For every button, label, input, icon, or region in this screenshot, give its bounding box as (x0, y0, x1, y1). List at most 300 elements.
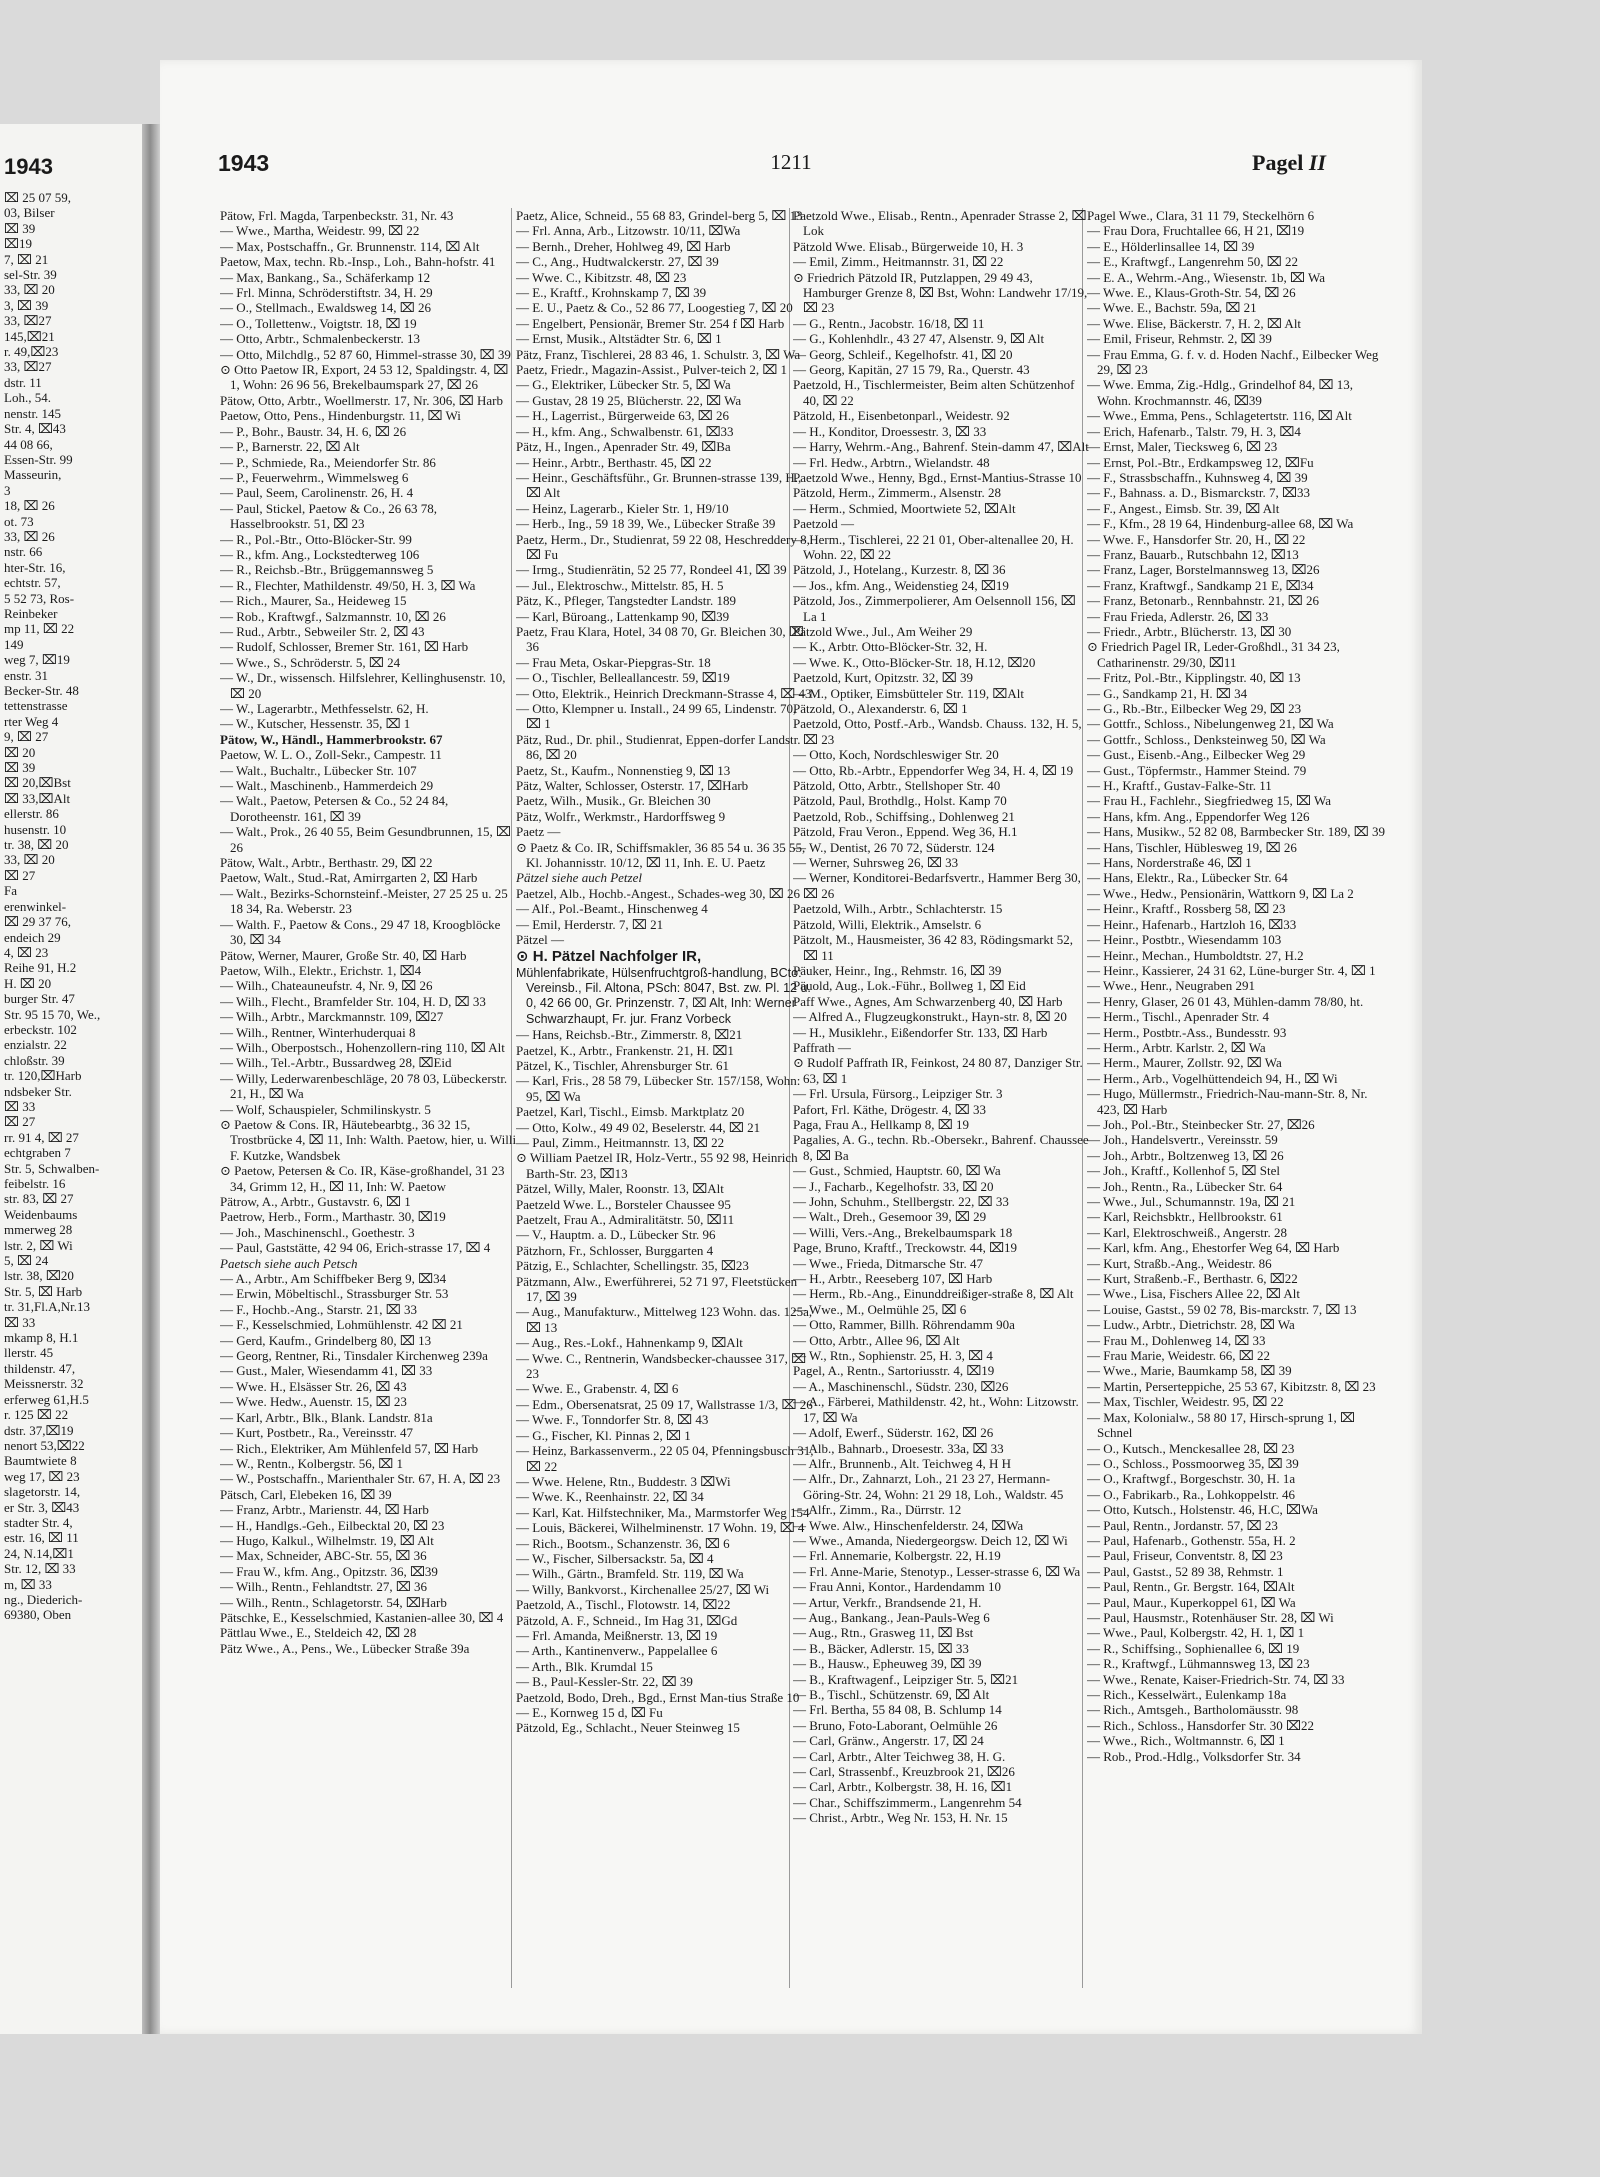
directory-entry: Pätow, W., Händl., Hammerbrookstr. 67 (220, 731, 443, 747)
directory-entry: — Gustav, 28 19 25, Blücherstr. 22, ⌧ Wa (516, 392, 742, 408)
page-year: 1943 (218, 150, 270, 176)
directory-entry: — E., Kraftwgf., Langenrehm 50, ⌧ 22 (1087, 254, 1299, 270)
directory-entry: Paetz, Friedr., Magazin-Assist., Pulver-teich 2, ⌧ 1 (516, 362, 788, 378)
directory-entry: — Franz, Bauarb., Rutschbahn 12, ⌧13 (1087, 546, 1299, 562)
directory-entry: — Wilh., Flecht., Bramfelder Str. 104, H. D, ⌧ 33 (220, 993, 486, 1009)
directory-entry: — Harry, Wehrm.-Ang., Bahrenf. Stein-damm 47, ⌧Alt (793, 439, 1089, 455)
directory-entry: Pätzold Wwe., Jul., Am Weiher 29 (793, 623, 973, 639)
directory-entry: Pätzold, Herm., Zimmerm., Alsenstr. 28 (793, 485, 1001, 501)
left-page-fragment: erenwinkel- (4, 898, 67, 914)
directory-entry: — W., Rtn., Sophienstr. 25, H. 3, ⌧ 4 (793, 1348, 993, 1364)
directory-entry: — W., Fischer, Silbersackstr. 5a, ⌧ 4 (516, 1550, 714, 1566)
directory-entry: — Wwe. E., Grabenstr. 4, ⌧ 6 (516, 1381, 679, 1397)
directory-entry: Pätzold, A. F., Schneid., Im Hag 31, ⌧Gd (516, 1612, 738, 1628)
directory-entry: Pätz Wwe., A., Pens., We., Lübecker Straße 39a (220, 1640, 470, 1656)
directory-entry: — Rob., Kraftwgf., Salzmannstr. 10, ⌧ 26 (220, 608, 446, 624)
directory-entry: — Joh., Handelsvertr., Vereinsstr. 59 (1087, 1132, 1278, 1148)
left-page-fragment: 33, ⌧ 20 (4, 852, 55, 868)
directory-entry: — Herm., Tischlerei, 22 21 01, Ober-altenallee 20, H. Wohn. 22, ⌧ 22 (793, 531, 1074, 562)
left-page-fragment: llerstr. 45 (4, 1345, 54, 1361)
directory-entry: Paga, Frau A., Hellkamp 8, ⌧ 19 (793, 1116, 970, 1132)
directory-entry: — Otto, Kolw., 49 49 02, Beselerstr. 44, ⌧ 21 (516, 1119, 761, 1135)
column-4 (1087, 208, 1385, 1988)
left-page-fragment: stadter Str. 4, (4, 1514, 73, 1530)
directory-entry: — Wilh., Oberpostsch., Hohenzollern-ring 110, ⌧ Alt (220, 1039, 505, 1055)
directory-entry: — Walt., Maschinenb., Hammerdeich 29 (220, 778, 434, 794)
directory-entry: — E., Hölderlinsallee 14, ⌧ 39 (1087, 238, 1255, 254)
directory-entry: — W., Kutscher, Hessenstr. 35, ⌧ 1 (220, 716, 411, 732)
directory-entry: — Gerd, Kaufm., Grindelberg 80, ⌧ 13 (220, 1332, 432, 1348)
left-page-fragment: Fa (4, 883, 17, 899)
directory-entry: — Wilh., Chateauneufstr. 4, Nr. 9, ⌧ 26 (220, 978, 433, 994)
left-page-fragment: 33, ⌧ 26 (4, 528, 55, 544)
directory-entry: — Walt., Bezirks-Schornsteinf.-Meister, 27 25 25 u. 25 18 34, Ra. Weberstr. 23 (220, 885, 508, 917)
directory-entry: — Gust., Eisenb.-Ang., Eilbecker Weg 29 (1087, 747, 1306, 763)
left-page-fragment: endeich 29 (4, 929, 61, 945)
directory-entry: — Ernst, Maler, Tiecksweg 6, ⌧ 23 (1087, 439, 1278, 455)
directory-entry: Page, Bruno, Kraftf., Treckowstr. 44, ⌧19 (793, 1240, 1018, 1256)
directory-entry: Pättlau Wwe., E., Steldeich 42, ⌧ 28 (220, 1625, 417, 1641)
directory-entry: — Wolf, Schauspieler, Schmilinskystr. 5 (220, 1101, 431, 1117)
left-page-fragment: tr. 120,⌧Harb (4, 1068, 82, 1084)
directory-entry: — Alfred A., Flugzeugkonstrukt., Hayn-str. 8, ⌧ 20 (793, 1009, 1067, 1025)
directory-entry: ⊙ Otto Paetow IR, Export, 24 53 12, Spaldingstr. 4, ⌧ 1, Wohn: 26 96 56, Brekelbaumspark 27, ⌧ 26 (220, 362, 509, 393)
directory-entry: — Erwin, Möbeltischl., Strassburger Str. 53 (220, 1286, 449, 1302)
directory-entry: — Wwe. E., Klaus-Groth-Str. 54, ⌧ 26 (1087, 285, 1296, 301)
left-page-fragment: mkamp 8, H.1 (4, 1330, 79, 1346)
directory-entry: — W., Dentist, 26 70 72, Süderstr. 124 (793, 839, 995, 855)
directory-entry: — Max, Tischler, Weidestr. 95, ⌧ 22 (1087, 1394, 1284, 1410)
directory-entry: ⊙ William Paetzel IR, Holz-Vertr., 55 92 98, Heinrich Barth-Str. 23, ⌧13 (516, 1150, 798, 1181)
directory-entry: Pätzold, O., Alexanderstr. 6, ⌧ 1 (793, 701, 968, 716)
directory-entry: — Wwe., Hedw., Pensionärin, Wattkorn 9, ⌧ La 2 (1087, 885, 1354, 901)
directory-entry: — Erich, Hafenarb., Talstr. 79, H. 3, ⌧4 (1087, 423, 1301, 439)
left-page-fragment: dstr. 11 (4, 374, 42, 390)
directory-entry: Paetzold, Wilh., Arbtr., Schlachterstr. 15 (793, 901, 1003, 917)
directory-entry: — Hans, Elektr., Ra., Lübecker Str. 64 (1087, 870, 1288, 886)
directory-entry: — Paul, Maur., Kuperkoppel 61, ⌧ Wa (1087, 1594, 1296, 1610)
directory-entry: — Char., Schiffszimmerm., Langenrehm 54 (793, 1794, 1022, 1810)
directory-entry: — O., Fabrikarb., Ra., Lohkoppelstr. 46 (1087, 1486, 1295, 1502)
directory-entry: — Rich., Elektriker, Am Mühlenfeld 57, ⌧ Harb (220, 1440, 479, 1456)
directory-entry: — Franz, Kraftwgf., Sandkamp 21 E, ⌧34 (1087, 577, 1314, 593)
left-page-fragment: erbeckstr. 102 (4, 1021, 77, 1037)
left-page-fragment: 5 52 73, Ros- (4, 590, 75, 606)
directory-entry: — Frl. Hedw., Arbtrn., Wielandstr. 48 (793, 454, 990, 470)
directory-entry: Paetzold Wwe., Elisab., Rentn., Apenrader Strasse 2, ⌧ Lok (793, 208, 1087, 239)
directory-entry: — Paul, Hafenarb., Gothenstr. 55a, H. 2 (1087, 1532, 1296, 1548)
directory-entry: Mühlenfabrikate, Hülsenfruchtgroß-handlung, BCto: Vereinsb., Fil. Altona, PSch: 8047, Bst. zw. Pl. 12 u. 0, 42 66 00, Gr. Prinzenstr. 7, ⌧ Alt, Inh: Werner Schwarzhaupt, Fr. jur. Franz Vorbeck (516, 965, 811, 1026)
directory-entry: — Joh., Kraftf., Kollenhof 5, ⌧ Stel (1087, 1163, 1280, 1179)
directory-entry: — Fritz, Pol.-Btr., Kipplingstr. 40, ⌧ 13 (1087, 670, 1301, 686)
directory-entry: — Georg, Schleif., Kegelhofstr. 41, ⌧ 20 (793, 346, 1013, 362)
left-page-fragment: 9, ⌧ 27 (4, 729, 49, 745)
left-page-fragment: 33, ⌧ 20 (4, 282, 55, 298)
directory-entry: — Wwe., Rich., Woltmannstr. 6, ⌧ 1 (1087, 1733, 1285, 1749)
left-page-fragment: rter Weg 4 (4, 713, 59, 729)
directory-entry: — Frau Emma, G. f. v. d. Hoden Nachf., Eilbecker Weg 29, ⌧ 23 (1087, 346, 1379, 378)
directory-entry: — Jul., Elektroschw., Mittelstr. 85, H. 5 (516, 577, 724, 593)
directory-entry: Pätzel, K., Tischler, Ahrensburger Str. 61 (516, 1057, 730, 1073)
left-page-edge (0, 124, 142, 2034)
directory-entry: Pätsch, Carl, Elebeken 16, ⌧ 39 (220, 1486, 392, 1502)
directory-entry: — Heinr., Hafenarb., Hartzloh 16, ⌧33 (1087, 916, 1297, 932)
left-page-fragment: estr. 16, ⌧ 11 (4, 1530, 79, 1546)
directory-entry: — Carl, Arbtr., Kolbergstr. 38, H. 16, ⌧1 (793, 1779, 1013, 1795)
directory-entry: — Frau H., Fachlehr., Siegfriedweg 15, ⌧ Wa (1087, 793, 1332, 809)
directory-entry: — Georg, Rentner, Ri., Tinsdaler Kirchenweg 239a (220, 1348, 488, 1364)
directory-entry: — Wwe. E., Bachstr. 59a, ⌧ 21 (1087, 300, 1257, 316)
directory-entry: — G., Sandkamp 21, H. ⌧ 34 (1087, 685, 1248, 701)
directory-page (160, 60, 1422, 2034)
directory-entry: — Kurt, Straßenb.-F., Berthastr. 6, ⌧22 (1087, 1271, 1298, 1287)
left-page-fragment: 145,⌧21 (4, 328, 55, 344)
directory-entry: — Wwe. K., Reenhainstr. 22, ⌧ 34 (516, 1489, 704, 1505)
directory-entry: — Heinz, Barkassenverm., 22 05 04, Pfenningsbusch 31, ⌧ 22 (516, 1443, 814, 1474)
directory-entry: — Bruno, Foto-Laborant, Oelmühle 26 (793, 1717, 998, 1733)
directory-entry: — Frau W., kfm. Ang., Opitzstr. 36, ⌧39 (220, 1563, 438, 1579)
directory-entry: — Irmg., Studienrätin, 52 25 77, Rondeel 41, ⌧ 39 (516, 562, 787, 578)
directory-entry: — Wwe., Marie, Baumkamp 58, ⌧ 39 (1087, 1363, 1292, 1379)
left-page-fragment: r. 49,⌧23 (4, 344, 59, 360)
directory-entry: — Rob., Prod.-Hdlg., Volksdorfer Str. 34 (1087, 1748, 1301, 1764)
directory-entry: Pätow, Otto, Arbtr., Woellmerstr. 17, Nr. 306, ⌧ Harb (220, 392, 503, 408)
directory-entry: — Wwe., Jul., Schumannstr. 19a, ⌧ 21 (1087, 1194, 1296, 1209)
directory-entry: — Franz, Arbtr., Marienstr. 44, ⌧ Harb (220, 1502, 429, 1518)
left-page-fragment: weg 7, ⌧19 (4, 652, 70, 668)
directory-entry: ⊙ Paetz & Co. IR, Schiffsmakler, 36 85 54 u. 36 35 55, Kl. Johannisstr. 10/12, ⌧ 11, Inh. E. U. Paetz (516, 839, 806, 871)
directory-entry: — Wwe., Paul, Kolbergstr. 42, H. 1, ⌧ 1 (1087, 1625, 1305, 1641)
directory-entry: — V., Hauptm. a. D., Lübecker Str. 96 (516, 1227, 716, 1243)
directory-entry: Paetow, Max, techn. Rb.-Insp., Loh., Bahn-hofstr. 41 (220, 254, 496, 270)
left-page-fragment: 24, N.14,⌧1 (4, 1545, 74, 1561)
directory-entry: — Heinr., Arbtr., Berthastr. 45, ⌧ 22 (516, 454, 712, 470)
directory-entry: Paetow, Walt., Stud.-Rat, Amirrgarten 2, ⌧ Harb (220, 870, 478, 886)
directory-entry: Paetzelt, Frau A., Admiralitätstr. 50, ⌧11 (516, 1212, 735, 1227)
directory-entry: — Max, Kolonialw., 58 80 17, Hirsch-sprung 1, ⌧ Schnel (1087, 1409, 1355, 1441)
left-page-fragment: ⌧19 (4, 236, 32, 252)
directory-entry: — F., Angest., Eimsb. Str. 39, ⌧ Alt (1087, 500, 1280, 516)
directory-entry: — B., Kraftwagenf., Leipziger Str. 5, ⌧21 (793, 1671, 1019, 1687)
directory-entry: — Joh., Pol.-Btr., Steinbecker Str. 27, ⌧26 (1087, 1116, 1315, 1132)
directory-entry: — F., Bahnass. a. D., Bismarckstr. 7, ⌧33 (1087, 485, 1311, 501)
directory-entry: — Herm., Maurer, Zollstr. 92, ⌧ Wa (1087, 1055, 1282, 1071)
directory-entry: — Heinr., Kraftf., Rossberg 58, ⌧ 23 (1087, 901, 1286, 917)
directory-entry: — Wwe., Amanda, Niedergeorgsw. Deich 12, ⌧ Wi (793, 1532, 1068, 1548)
directory-entry: — Heinr., Geschäftsführ., Gr. Brunnen-strasse 139, H., ⌧ Alt (516, 469, 802, 501)
directory-entry: Pätzold Wwe. Elisab., Bürgerweide 10, H. 3 (793, 238, 1024, 254)
directory-entry: — Herb., Ing., 59 18 39, We., Lübecker Straße 39 (516, 516, 776, 532)
directory-entry: — Otto, Rb.-Arbtr., Eppendorfer Weg 34, H. 4, ⌧ 19 (793, 762, 1074, 778)
left-page-fragment: 3, ⌧ 39 (4, 297, 49, 313)
directory-entry: — Karl, Reichsbktr., Hellbrookstr. 61 (1087, 1209, 1283, 1225)
directory-entry: Paetzel, K., Arbtr., Frankenstr. 21, H. ⌧1 (516, 1042, 734, 1058)
left-page-fragment: Str. 95 15 70, We., (4, 1006, 101, 1022)
directory-entry: — Ernst, Musik., Altstädter Str. 6, ⌧ 1 (516, 331, 722, 347)
directory-entry: — Rich., Amtsgeh., Bartholomäusstr. 98 (1087, 1702, 1299, 1718)
directory-entry: — Friedr., Arbtr., Blücherstr. 13, ⌧ 30 (1087, 623, 1292, 639)
directory-entry: — H., kfm. Ang., Schwalbenstr. 61, ⌧33 (516, 423, 734, 439)
directory-entry: — Willy, Lederwarenbeschläge, 20 78 03, Lübeckerstr. 21, H., ⌧ Wa (220, 1070, 508, 1102)
directory-entry: — Otto, Milchdlg., 52 87 60, Himmel-strasse 30, ⌧ 39 (220, 346, 511, 362)
directory-entry: — Wwe. F., Hansdorfer Str. 20, H., ⌧ 22 (1087, 531, 1306, 547)
left-page-fragment: ot. 73 (4, 513, 34, 529)
directory-entry: — R., Reichsb.-Btr., Brüggemannsweg 5 (220, 562, 434, 578)
left-page-fragment: dstr. 37,⌧19 (4, 1422, 74, 1438)
directory-entry: — Max, Bankang., Sa., Schäferkamp 12 (220, 269, 431, 285)
left-page-fragment: slagetorstr. 14, (4, 1484, 81, 1500)
left-page-fragment: Str. 5, Schwalben- (4, 1160, 100, 1176)
directory-entry: — B., Tischl., Schützenstr. 69, ⌧ Alt (793, 1687, 990, 1702)
directory-entry: Pätow, Werner, Maurer, Große Str. 40, ⌧ Harb (220, 947, 467, 963)
directory-entry: Paetsch siehe auch Petsch (220, 1255, 358, 1271)
directory-entry: — Edm., Obersenatsrat, 25 09 17, Wallstrasse 1/3, ⌧ 26 (516, 1396, 813, 1412)
directory-entry: — Rich., Kesselwärt., Eulenkamp 18a (1087, 1687, 1287, 1702)
left-page-fragment: Str. 12, ⌧ 33 (4, 1561, 76, 1577)
left-page-fragment: tr. 38, ⌧ 20 (4, 837, 69, 853)
directory-entry: — Rich., Maurer, Sa., Heideweg 15 (220, 593, 407, 609)
directory-entry: — Arth., Kantinenverw., Pappelallee 6 (516, 1643, 718, 1659)
left-page-fragment: enzialstr. 22 (4, 1037, 67, 1053)
directory-entry: — Wwe. Emma, Zig.-Hdlg., Grindelhof 84, ⌧ 13, Wohn. Krochmannstr. 46, ⌧39 (1087, 377, 1354, 408)
directory-entry: — O., Kraftwgf., Borgeschstr. 30, H. 1a (1087, 1471, 1296, 1487)
directory-entry: — P., Barnerstr. 22, ⌧ Alt (220, 439, 360, 455)
directory-entry: Pätzold, J., Hotelang., Kurzestr. 8, ⌧ 36 (793, 562, 1006, 578)
directory-entry: Paetz, Frau Klara, Hotel, 34 08 70, Gr. Bleichen 30, ⌧ 36 (516, 623, 804, 655)
directory-entry: — Wwe. C., Rentnerin, Wandsbecker-chaussee 317, ⌧ 23 (516, 1350, 807, 1382)
directory-entry: Pätzig, E., Schlachter, Schellingstr. 35, ⌧23 (516, 1258, 749, 1274)
directory-entry: — Gust., Maler, Wiesendamm 41, ⌧ 33 (220, 1363, 433, 1379)
directory-entry: Pätzel siehe auch Petzel (516, 870, 642, 886)
directory-entry: — Aug., Res.-Lokf., Hahnenkamp 9, ⌧Alt (516, 1335, 743, 1351)
directory-entry: — Hans, Norderstraße 46, ⌧ 1 (1087, 855, 1252, 871)
directory-entry: — G., Kohlenhdlr., 43 27 47, Alsenstr. 9, ⌧ Alt (793, 331, 1045, 347)
column-3 (793, 208, 1091, 1988)
directory-entry: — F., Strassbschaffn., Kuhnsweg 4, ⌧ 39 (1087, 469, 1308, 485)
left-page-fragment: Str. 5, ⌧ Harb (4, 1283, 83, 1299)
column-1 (220, 208, 518, 1988)
directory-entry: Paetzold, Otto, Postf.-Arb., Wandsb. Chauss. 132, H. 5, ⌧ 23 (793, 716, 1082, 747)
directory-entry: — Emil, Friseur, Rehmstr. 2, ⌧ 39 (1087, 331, 1272, 347)
directory-entry: — Wilh., Rentner, Winterhuderquai 8 (220, 1024, 416, 1040)
directory-entry: — O., Tischler, Belleallancestr. 59, ⌧19 (516, 670, 730, 686)
directory-entry: — Frl. Annemarie, Kolbergstr. 22, H.19 (793, 1548, 1001, 1564)
left-page-fragment: Reihe 91, H.2 (4, 960, 77, 976)
directory-entry: — Rudolf, Schlosser, Bremer Str. 161, ⌧ Harb (220, 639, 469, 655)
directory-entry: — Heinr., Postbtr., Wiesendamm 103 (1087, 932, 1282, 948)
directory-entry: Paetz, Herm., Dr., Studienrat, 59 22 08, Heschreddery 8, ⌧ Fu (516, 531, 810, 562)
directory-entry: — Louise, Gastst., 59 02 78, Bis-marckstr. 7, ⌧ 13 (1087, 1301, 1357, 1317)
directory-entry: — Alfr., Zimm., Ra., Dürrstr. 12 (793, 1502, 962, 1518)
directory-entry: — Otto, Elektrik., Heinrich Dreckmann-Strasse 4, ⌧ 43 (516, 685, 812, 701)
left-page-fragment: rr. 91 4, ⌧ 27 (4, 1129, 79, 1145)
left-page-fragment: Meissnerstr. 32 (4, 1376, 84, 1392)
directory-entry: — Walt., Prok., 26 40 55, Beim Gesundbrunnen, 15, ⌧ 26 (220, 824, 512, 855)
left-page-column (4, 154, 138, 1623)
directory-entry: — Paul, Seem, Carolinenstr. 26, H. 4 (220, 485, 414, 501)
directory-entry: — Rich., Schloss., Hansdorfer Str. 30 ⌧22 (1087, 1717, 1314, 1733)
directory-entry: — W., Lagerarbtr., Methfesselstr. 62, H. (220, 701, 429, 716)
directory-entry: — Kurt, Straßb.-Ang., Weidestr. 86 (1087, 1255, 1272, 1271)
directory-entry: — Walt., Buchaltr., Lübecker Str. 107 (220, 762, 417, 778)
left-page-fragment: ⌧ 27 (4, 867, 36, 883)
left-page-fragment: ⌧ 29 37 76, (4, 914, 71, 930)
directory-entry: — Paul, Gaststätte, 42 94 06, Erich-strasse 17, ⌧ 4 (220, 1240, 491, 1256)
directory-entry: — Herm., Arbtr. Karlstr. 2, ⌧ Wa (1087, 1039, 1266, 1055)
directory-entry: Päuker, Heinr., Ing., Rehmstr. 16, ⌧ 39 (793, 962, 1002, 978)
directory-entry: — Hans, Tischler, Hüblesweg 19, ⌧ 26 (1087, 839, 1297, 855)
directory-entry: — Adolf, Ewerf., Süderstr. 162, ⌧ 26 (793, 1425, 994, 1441)
directory-entry: — Wwe. C., Kibitzstr. 48, ⌧ 23 (516, 269, 687, 285)
directory-entry: — Herm., Rb.-Ang., Einunddreißiger-straße 8, ⌧ Alt (793, 1286, 1074, 1302)
directory-entry: — Gottfr., Schloss., Nibelungenweg 21, ⌧ Wa (1087, 716, 1334, 732)
directory-entry: — W., Postschaffn., Marienthaler Str. 67, H. A, ⌧ 23 (220, 1471, 501, 1487)
left-page-fragment: burger Str. 47 (4, 991, 75, 1007)
directory-entry: — Walt., Paetow, Petersen & Co., 52 24 84, Dorotheenstr. 161, ⌧ 39 (220, 793, 449, 824)
left-page-lines (4, 190, 138, 1623)
directory-entry: — Arth., Blk. Krumdal 15 (516, 1658, 653, 1674)
directory-entry: — J., Facharb., Kegelhofstr. 33, ⌧ 20 (793, 1178, 994, 1194)
directory-entry: — Herm., Arb., Vogelhüttendeich 94, H., ⌧ Wi (1087, 1070, 1338, 1086)
directory-entry: — Ludw., Arbtr., Dietrichstr. 28, ⌧ Wa (1087, 1317, 1295, 1333)
directory-entry: — Paul, Friseur, Conventstr. 8, ⌧ 23 (1087, 1548, 1283, 1564)
left-page-fragment: ellerstr. 86 (4, 806, 59, 822)
left-page-fragment: 18, ⌧ 26 (4, 498, 55, 514)
directory-entry: — Werner, Konditorei-Bedarfsvertr., Hammer Berg 30, ⌧ 26 (793, 870, 1081, 901)
directory-entry: — Georg, Kapitän, 27 15 79, Ra., Querstr. 43 (793, 362, 1030, 378)
directory-entry: — Paul, Stickel, Paetow & Co., 26 63 78, Hasselbrookstr. 51, ⌧ 23 (220, 500, 438, 532)
directory-entry: — Frau Dora, Fruchtallee 66, H 21, ⌧19 (1087, 223, 1305, 239)
left-page-fragment: Loh., 54. (4, 390, 51, 406)
directory-entry: — E. A., Wehrm.-Ang., Wiesenstr. 1b, ⌧ Wa (1087, 269, 1326, 285)
directory-entry: — Max, Postschaffn., Gr. Brunnenstr. 114, ⌧ Alt (220, 238, 480, 254)
left-page-fragment: ng., Diederich- (4, 1591, 83, 1607)
left-page-fragment: ⌧ 33 (4, 1314, 36, 1330)
left-page-fragment: nenort 53,⌧22 (4, 1437, 85, 1453)
directory-entry: ⊙ Rudolf Paffrath IR, Feinkost, 24 80 87, Danziger Str. 63, ⌧ 1 (793, 1055, 1083, 1086)
directory-entry: Pafort, Frl. Käthe, Drögestr. 4, ⌧ 33 (793, 1101, 986, 1117)
directory-entry: — O., Schloss., Possmoorweg 35, ⌧ 39 (1087, 1455, 1299, 1471)
directory-entry: — Carl, Strassenbf., Kreuzbrook 21, ⌧26 (793, 1764, 1015, 1780)
left-page-fragment: echtstr. 57, (4, 575, 61, 591)
directory-entry: Pätzold, H., Eisenbetonparl., Weidestr. 92 (793, 408, 1010, 424)
directory-entry: — Paul, Rentn., Gr. Bergstr. 164, ⌧Alt (1087, 1579, 1295, 1595)
section-number: II (1308, 150, 1326, 175)
directory-entry: Pätzold, Frau Veron., Eppend. Weg 36, H.1 (793, 824, 1018, 840)
directory-entry: — Wilh., Arbtr., Marckmannstr. 109, ⌧27 (220, 1009, 444, 1025)
directory-entry: — Alf., Pol.-Beamt., Hinschenweg 4 (516, 901, 708, 917)
directory-entry: ⊙ Friedrich Pätzold IR, Putzlappen, 29 49 43, Hamburger Grenze 8, ⌧ Bst, Wohn: Landwehr 17/19, ⌧ 23 (793, 269, 1088, 316)
left-page-fragment: 149 (4, 636, 24, 652)
directory-entry: — Karl, Büroang., Lattenkamp 90, ⌧39 (516, 608, 730, 624)
directory-entry: — Wwe. Elise, Bäckerstr. 7, H. 2, ⌧ Alt (1087, 315, 1302, 331)
directory-entry: Paetzold, Rob., Schiffsing., Dohlenweg 21 (793, 808, 1015, 824)
left-page-fragment: 03, Bilser (4, 205, 55, 221)
directory-entry: — John, Schuhm., Stellbergstr. 22, ⌧ 33 (793, 1194, 1009, 1209)
directory-entry: — Frl. Anne-Marie, Stenotyp., Lesser-strasse 6, ⌧ Wa (793, 1563, 1081, 1579)
directory-entry: — Wwe., Lisa, Fischers Allee 22, ⌧ Alt (1087, 1286, 1300, 1302)
directory-entry: — Emil, Herderstr. 7, ⌧ 21 (516, 916, 664, 932)
left-page-year: 1943 (4, 154, 53, 179)
directory-entry: — Frl. Amanda, Meißnerstr. 13, ⌧ 19 (516, 1627, 718, 1643)
left-page-fragment: Reinbeker (4, 605, 58, 621)
directory-entry: — Willy, Bankvorst., Kirchenallee 25/27, ⌧ Wi (516, 1581, 770, 1597)
directory-entry: — F., Hochb.-Ang., Starstr. 21, ⌧ 33 (220, 1301, 418, 1317)
directory-entry: — E. U., Paetz & Co., 52 86 77, Loogestieg 7, ⌧ 20 (516, 300, 793, 316)
directory-entry: Paetzel, Alb., Hochb.-Angest., Schades-weg 30, ⌧ 26 (516, 885, 800, 901)
left-page-fragment: Masseurin, (4, 467, 62, 483)
directory-entry: — R., Flechter, Mathildenstr. 49/50, H. 3, ⌧ Wa (220, 577, 476, 593)
directory-entry: — Wwe., Renate, Kaiser-Friedrich-Str. 74, ⌧ 33 (1087, 1671, 1345, 1687)
directory-entry: Pätz, H., Ingen., Apenrader Str. 49, ⌧Ba (516, 439, 731, 455)
directory-entry: — Ernst, Pol.-Btr., Erdkampsweg 12, ⌧Fu (1087, 454, 1314, 470)
directory-entry: — Karl, Kat. Hilfstechniker, Ma., Marmstorfer Weg 154 (516, 1504, 810, 1520)
left-page-fragment: ⌧ 33,⌧Alt (4, 790, 71, 806)
directory-entry: Paetzel, Karl, Tischl., Eimsb. Marktplatz 20 (516, 1104, 745, 1120)
directory-entry: — Aug., Rtn., Grasweg 11, ⌧ Bst (793, 1625, 974, 1641)
directory-entry: — G., Rentn., Jacobstr. 16/18, ⌧ 11 (793, 315, 985, 331)
directory-entry: — Hans, kfm. Ang., Eppendorfer Weg 126 (1087, 808, 1310, 824)
column-2 (516, 208, 814, 1988)
directory-entry: Pätzolt, M., Hausmeister, 36 42 83, Rödingsmarkt 52, ⌧ 11 (793, 932, 1074, 963)
directory-entry: — Gottfr., Schloss., Denksteinweg 50, ⌧ Wa (1087, 731, 1326, 747)
directory-entry: Paetzold — (793, 516, 855, 532)
directory-entry: — E., Kornweg 15 d, ⌧ Fu (516, 1705, 663, 1720)
directory-entry: Pätz, Franz, Tischlerei, 28 83 46, 1. Schulstr. 3, ⌧ Wa (516, 346, 801, 362)
directory-entry: Paetow, W. L. O., Zoll-Sekr., Campestr. 11 (220, 747, 442, 763)
directory-entry: — Joh., Rentn., Ra., Lübecker Str. 64 (1087, 1178, 1283, 1194)
directory-entry: — Herm., Tischl., Apenrader Str. 4 (1087, 1009, 1269, 1025)
left-page-fragment: 3 (4, 482, 11, 498)
left-page-fragment: weg 17, ⌧ 23 (4, 1468, 80, 1484)
left-page-fragment: er Str. 3, ⌧43 (4, 1499, 80, 1515)
directory-entry: — Paul, Hausmstr., Rotenhäuser Str. 28, ⌧ Wi (1087, 1609, 1334, 1625)
directory-entry: — Jos., kfm. Ang., Weidenstieg 24, ⌧19 (793, 577, 1009, 593)
left-page-fragment: Essen-Str. 99 (4, 451, 73, 467)
directory-entry: — Carl, Gränw., Angerstr. 17, ⌧ 24 (793, 1733, 984, 1749)
directory-entry: — Willi, Vers.-Ang., Brekelbaumspark 18 (793, 1224, 1013, 1240)
left-page-fragment: chloßstr. 39 (4, 1052, 65, 1068)
left-page-fragment: ⌧ 20,⌧Bst (4, 775, 71, 791)
directory-entry: — R., Kraftwgf., Lühmannsweg 13, ⌧ 23 (1087, 1656, 1310, 1672)
left-page-fragment: H. ⌧ 20 (4, 975, 52, 991)
left-page-fragment: ⌧ 33 (4, 1098, 36, 1114)
directory-entry: — G., Elektriker, Lübecker Str. 5, ⌧ Wa (516, 377, 731, 393)
directory-entry: ⊙ H. Pätzel Nachfolger IR, (516, 947, 702, 965)
directory-entry: Pagel, A., Rentn., Sartoriusstr. 4, ⌧19 (793, 1363, 995, 1379)
directory-entry: — G., Fischer, Kl. Pinnas 2, ⌧ 1 (516, 1427, 691, 1443)
directory-entry: — H., Arbtr., Reeseberg 107, ⌧ Harb (793, 1271, 993, 1287)
directory-entry: — Heinr., Mechan., Humboldtstr. 27, H.2 (1087, 947, 1304, 963)
directory-entry: Paetzold, A., Tischl., Flotowstr. 14, ⌧22 (516, 1597, 731, 1613)
directory-entry: — F., Kfm., 28 19 64, Hindenburg-allee 68, ⌧ Wa (1087, 516, 1354, 532)
directory-entry: — Hugo, Müllermstr., Friedrich-Nau-mann-Str. 8, Nr. 423, ⌧ Harb (1087, 1086, 1368, 1117)
directory-entry: — Otto, Arbtr., Allee 96, ⌧ Alt (793, 1332, 960, 1348)
directory-entry: — M., Optiker, Eimsbütteler Str. 119, ⌧Alt (793, 685, 1024, 701)
left-page-fragment: tettenstrasse (4, 698, 68, 714)
directory-entry: — Wwe. K., Otto-Blöcker-Str. 18, H.12, ⌧20 (793, 654, 1036, 670)
directory-entry: — P., Schmiede, Ra., Meiendorfer Str. 86 (220, 454, 436, 470)
directory-entry: — R., kfm. Ang., Lockstedterweg 106 (220, 546, 420, 562)
directory-entry: — P., Feuerwehrm., Wimmelsweg 6 (220, 469, 409, 485)
directory-entry: Pätzhorn, Fr., Schlosser, Burggarten 4 (516, 1242, 714, 1258)
directory-entry: Paetz, Wilh., Musik., Gr. Bleichen 30 (516, 793, 711, 809)
directory-entry: ⊙ Paetow & Cons. IR, Häutebearbtg., 36 32 15, Trostbrücke 4, ⌧ 11, Inh: Walth. Paetow, hier, u. Willi F. Kutzke, Wandsbek (220, 1116, 517, 1163)
directory-entry: Pätow, Frl. Magda, Tarpenbeckstr. 31, Nr. 43 (220, 208, 454, 223)
left-page-fragment: nstr. 66 (4, 544, 43, 560)
left-page-fragment: 5, ⌧ 24 (4, 1253, 49, 1269)
directory-entry: — Wwe. Hedw., Auenstr. 15, ⌧ 23 (220, 1394, 407, 1410)
